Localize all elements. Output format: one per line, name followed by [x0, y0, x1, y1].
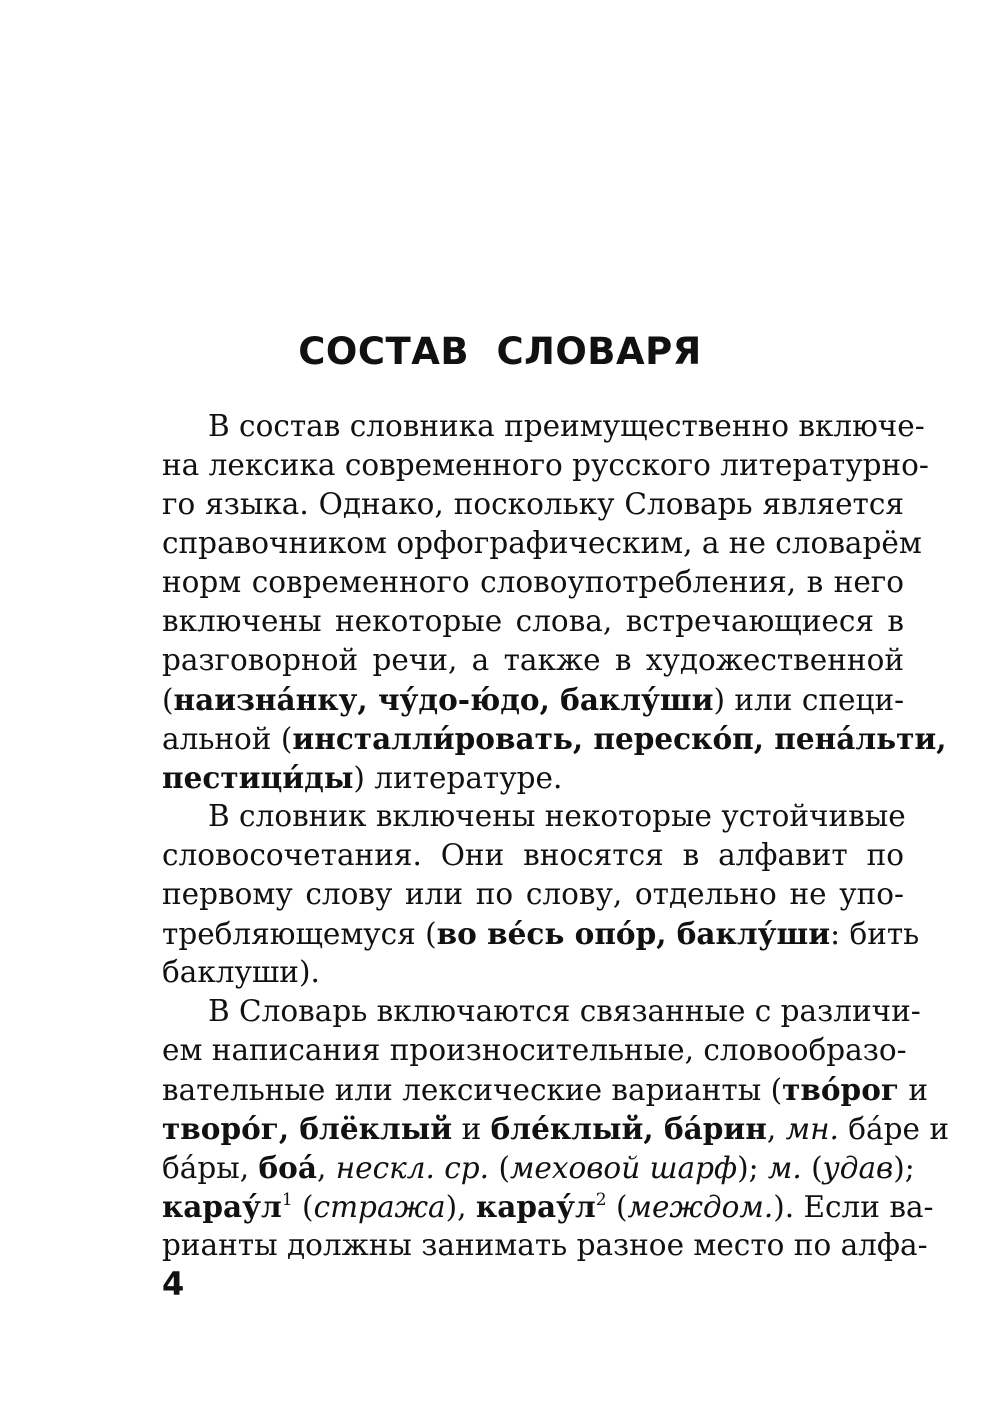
text-run: норм современного словоупотребления, в него — [162, 565, 904, 599]
headword: бле́клый, ба́рин — [490, 1111, 767, 1146]
text-line — [162, 758, 904, 797]
text-run: справочником орфографическим, а не словарём — [162, 526, 922, 560]
paragraph — [162, 992, 949, 1265]
text-run: , — [766, 1112, 786, 1146]
text-run: ) литературе. — [353, 761, 563, 795]
text-run: ба́ре и — [838, 1112, 949, 1146]
text-run: ( — [489, 1151, 510, 1185]
headword: тво́рог — [782, 1072, 899, 1107]
text-run: на лексика современного русского литературно- — [162, 448, 929, 482]
italic-note: м. — [767, 1151, 802, 1185]
text-run: ); — [737, 1151, 768, 1185]
text-run: ). Если ва- — [773, 1190, 934, 1224]
text-run: В Словарь включаются связанные с различи- — [208, 994, 921, 1028]
text-line — [162, 446, 929, 485]
text-run: , — [316, 1151, 336, 1185]
text-run: рианты должны занимать разное место по алфа- — [162, 1228, 928, 1262]
italic-note: меховой шарф — [509, 1151, 738, 1185]
italic-note: удав — [822, 1151, 894, 1185]
text-line — [162, 1226, 928, 1265]
headword: карау́л — [162, 1189, 282, 1224]
text-run: ( — [801, 1151, 823, 1185]
text-run: включены некоторые слова, встречающиеся в — [162, 604, 904, 638]
headword: инсталли́ровать, переско́п, пена́льти, — [292, 721, 947, 756]
text-line — [162, 524, 922, 563]
text-run: В состав словника преимущественно включе- — [208, 409, 925, 443]
text-line — [162, 1109, 949, 1148]
headword: во ве́сь опо́р, баклу́ши — [436, 916, 831, 951]
text-line — [162, 719, 947, 758]
text-run: ( — [606, 1190, 628, 1224]
italic-note: нескл. ср. — [335, 1151, 490, 1185]
text-run: го языка. Однако, поскольку Словарь является — [162, 487, 904, 521]
text-line — [162, 485, 904, 524]
text-run: разговорной речи, а также в художественной — [162, 643, 904, 677]
text-run: ( — [292, 1190, 314, 1224]
text-line — [162, 407, 925, 446]
text-run: ( — [162, 683, 174, 717]
text-run: В словник включены некоторые устойчивые — [208, 799, 906, 833]
superscript-index: 2 — [595, 1190, 607, 1210]
page-number: 4 — [162, 1265, 185, 1303]
headword: пестици́ды — [162, 760, 354, 795]
headword: боа́ — [258, 1150, 317, 1185]
text-run: : бить — [830, 917, 920, 951]
italic-note: стража — [313, 1190, 446, 1224]
text-line — [162, 953, 904, 992]
text-line — [162, 992, 921, 1031]
text-run: ба́ры, — [162, 1151, 259, 1185]
text-line — [162, 836, 904, 875]
text-line — [162, 641, 904, 680]
italic-note: мн. — [785, 1112, 839, 1146]
text-line — [162, 1148, 915, 1187]
text-run: ем написания произносительные, словообразо- — [162, 1033, 907, 1067]
body-text — [162, 407, 949, 1265]
text-line — [162, 875, 904, 914]
text-line — [162, 1187, 934, 1226]
headword: творо́г, блёклый — [162, 1111, 453, 1146]
text-run: и — [898, 1073, 928, 1107]
text-line — [162, 680, 904, 719]
text-line — [162, 1070, 928, 1109]
italic-note: междом. — [627, 1190, 774, 1224]
text-run: баклуши). — [162, 955, 320, 989]
text-run: ), — [445, 1190, 476, 1224]
text-run: требляющемуся ( — [162, 917, 437, 951]
headword: наизна́нку, чу́до-ю́до, баклу́ши — [173, 682, 714, 717]
headword: карау́л — [475, 1189, 596, 1224]
text-run: словосочетания. Они вносятся в алфавит по — [162, 838, 904, 872]
text-run: и — [452, 1112, 491, 1146]
text-run: вательные или лексические варианты ( — [162, 1073, 783, 1107]
text-run: альной ( — [162, 722, 293, 756]
paragraph — [162, 797, 920, 992]
text-line — [162, 914, 920, 953]
text-line — [162, 797, 904, 836]
text-run: первому слову или по слову, отдельно не упо- — [162, 877, 904, 911]
page-title: СОСТАВ СЛОВАРЯ — [298, 330, 702, 373]
text-line — [162, 602, 904, 641]
text-line — [162, 563, 904, 602]
text-run: ) или специ- — [713, 683, 905, 717]
text-run: ); — [893, 1151, 915, 1185]
paragraph — [162, 407, 947, 797]
superscript-index: 1 — [281, 1190, 293, 1210]
text-line — [162, 1031, 907, 1070]
